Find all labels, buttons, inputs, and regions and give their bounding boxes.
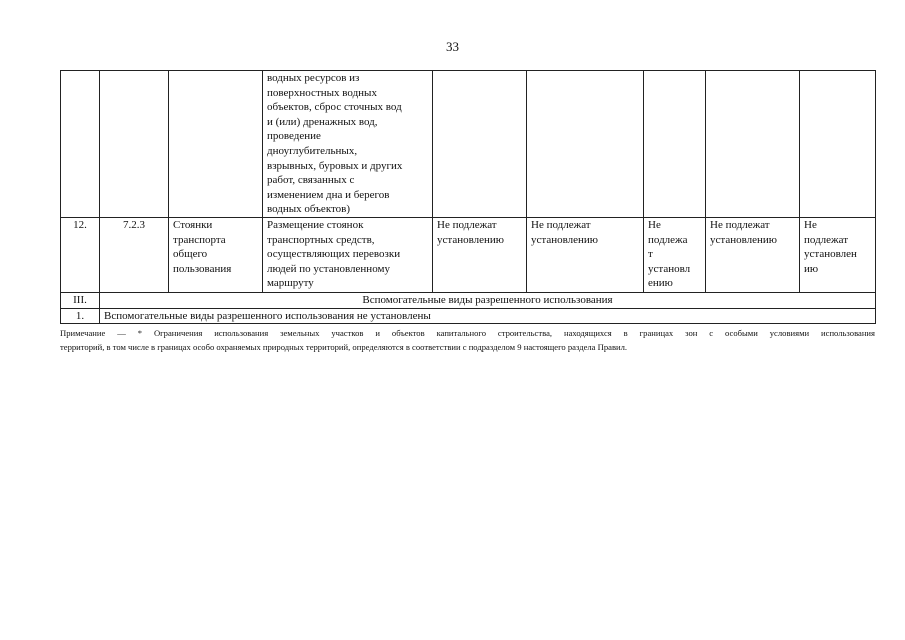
note-line: Примечание — * Ограничения использования земельных участков и объектов капитального строительства, находящихся в границах зон с особыми условиями использования — [60, 328, 875, 338]
cell-text-line: изменением дна и берегов — [267, 188, 390, 201]
parameter-cell — [644, 217, 706, 292]
parameter-cell — [433, 217, 527, 292]
use-name-cell — [169, 217, 263, 292]
cell-text-line: Не — [648, 218, 661, 231]
cell-text-line: осуществляющих перевозки — [267, 248, 401, 261]
table-cell-empty — [433, 71, 527, 218]
cell-text-line: водных объектов) — [267, 203, 351, 216]
cell-text-line: маршруту — [267, 277, 314, 290]
cell-text-line: Не — [804, 218, 817, 231]
row-number-cell: 1. — [61, 308, 100, 324]
cell-text-line: и (или) дренажных вод, — [267, 115, 378, 128]
cell-text-line: т — [648, 248, 653, 261]
table-section-row — [61, 292, 876, 308]
cell-text-line: установл — [648, 262, 691, 275]
cell-text-line: установлению — [531, 233, 599, 246]
cell-text-line: водных ресурсов из — [267, 72, 360, 84]
cell-text-line: Не подлежат — [437, 218, 497, 231]
table-cell-description — [263, 71, 433, 218]
row-number-cell: 12. — [61, 217, 100, 292]
cell-text-line: проведение — [267, 130, 321, 143]
cell-text-line: подлежат — [804, 233, 849, 246]
table-cell-empty — [800, 71, 876, 218]
section-title-cell: Вспомогательные виды разрешенного использования — [100, 292, 876, 308]
cell-text-line: ию — [804, 262, 819, 275]
table-cell-empty — [100, 71, 169, 218]
cell-text-line: Не подлежат — [710, 218, 770, 231]
table-cell-empty — [527, 71, 644, 218]
cell-text-line: дноуглубительных, — [267, 144, 358, 157]
table-cell-empty — [61, 71, 100, 218]
land-use-table — [60, 70, 876, 324]
cell-text-line: поверхностных водных — [267, 86, 377, 99]
table-row-12 — [61, 217, 876, 292]
table-cell-empty — [169, 71, 263, 218]
table-note — [60, 326, 875, 354]
table-cell-empty — [706, 71, 800, 218]
parameter-cell — [706, 217, 800, 292]
parameter-cell — [800, 217, 876, 292]
table-cell-description — [263, 217, 433, 292]
cell-text-line: установлению — [710, 233, 778, 246]
note-line: территорий, в том числе в границах особо охраняемых природных территорий, определяются в соответствии с подразделом 9 настоящего раздела Правил. — [60, 342, 628, 352]
section-number-cell: III. — [61, 292, 100, 308]
cell-text-line: ению — [648, 277, 673, 290]
parameter-cell — [527, 217, 644, 292]
cell-text-line: транспортных средств, — [267, 233, 375, 246]
table-row-1 — [61, 308, 876, 324]
page-number: 33 — [446, 39, 459, 54]
cell-text-line: объектов, сброс сточных вод — [267, 101, 402, 114]
table-cell-empty — [644, 71, 706, 218]
cell-text-line: установлен — [804, 248, 857, 261]
cell-text-line: Не подлежат — [531, 218, 591, 231]
cell-text-line: пользования — [173, 262, 232, 275]
row-text-cell: Вспомогательные виды разрешенного использования не установлены — [100, 308, 876, 324]
cell-text-line: работ, связанных с — [267, 174, 355, 187]
cell-text-line: подлежа — [648, 233, 688, 246]
cell-text-line: транспорта — [173, 233, 226, 246]
cell-text-line: Размещение стоянок — [267, 218, 364, 231]
cell-text-line: общего — [173, 248, 208, 261]
cell-text-line: установлению — [437, 233, 505, 246]
cell-text-line: людей по установленному — [267, 262, 390, 275]
code-cell: 7.2.3 — [100, 217, 169, 292]
cell-text-line: взрывных, буровых и других — [267, 159, 403, 172]
table-row-continuation — [61, 71, 876, 218]
cell-text-line: Стоянки — [173, 218, 213, 231]
